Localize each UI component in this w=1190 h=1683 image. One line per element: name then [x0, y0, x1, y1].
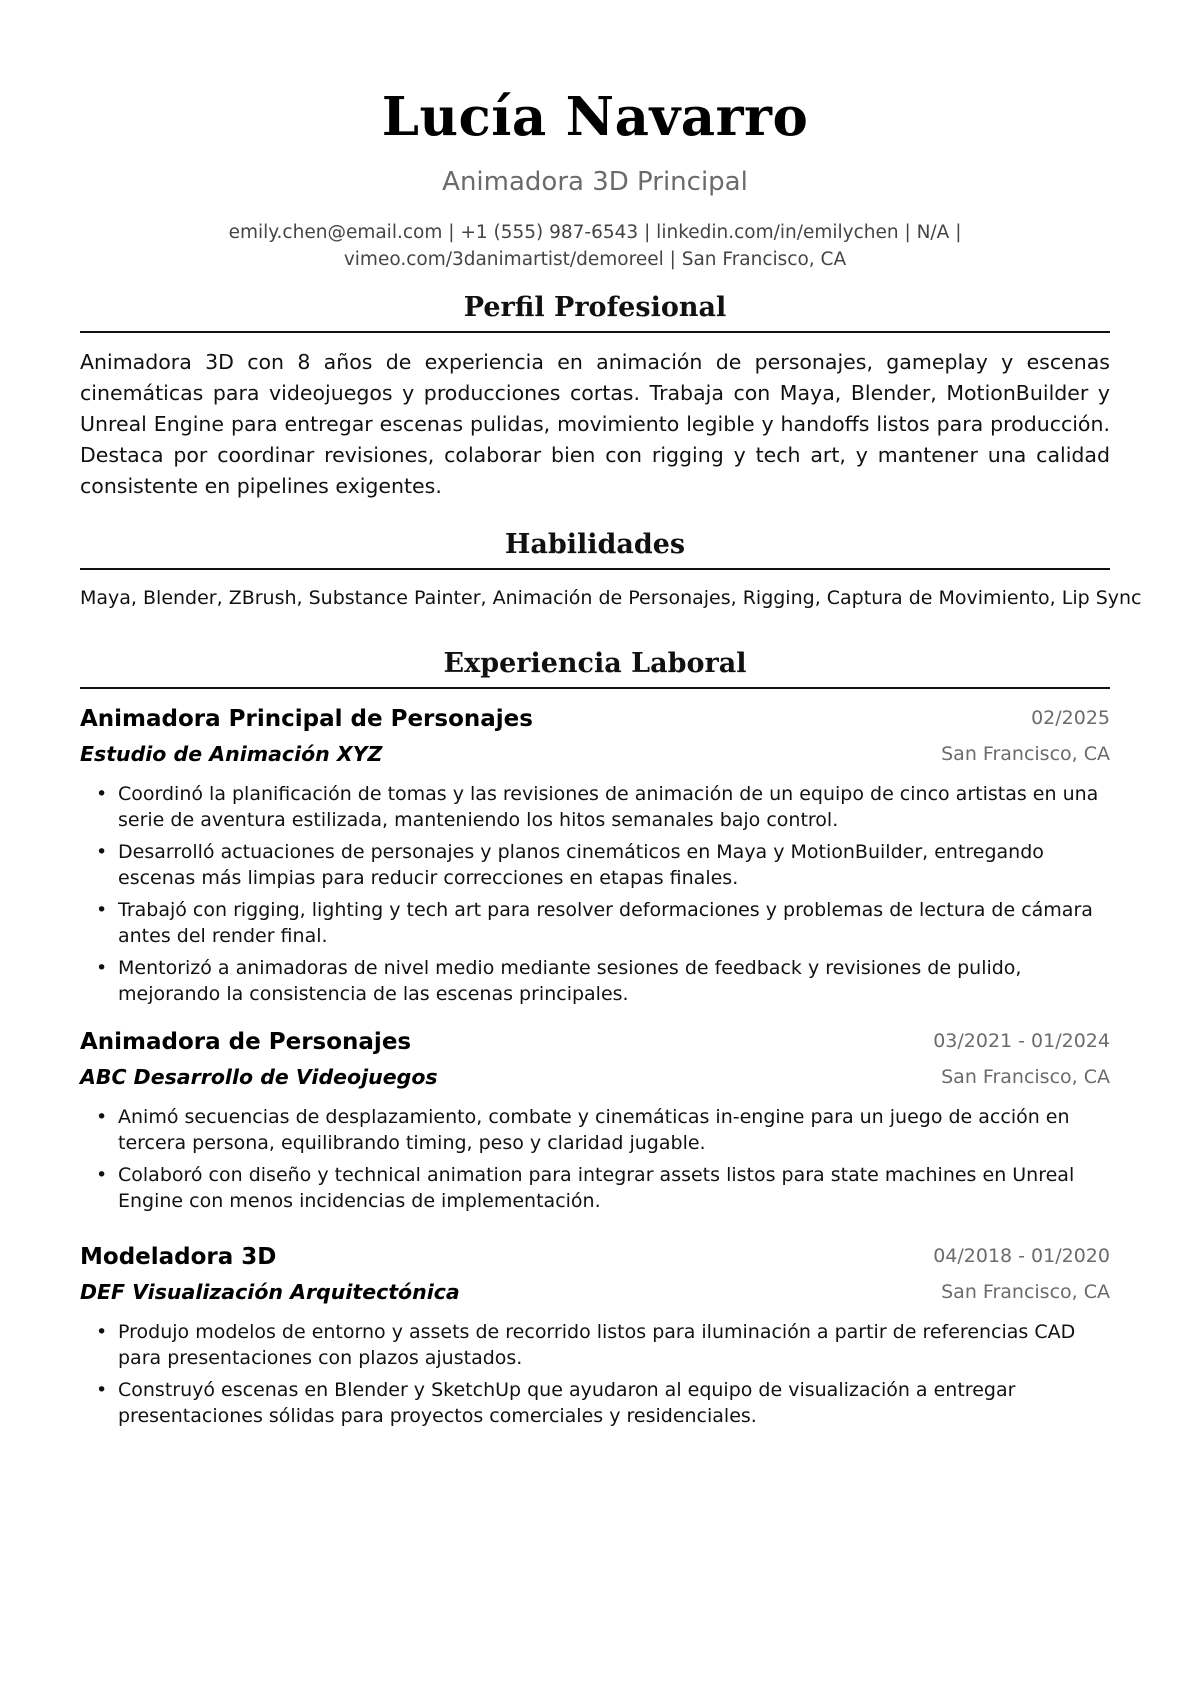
experience-section-title: Experiencia Laboral: [443, 648, 747, 679]
company-name: ABC Desarrollo de Videojuegos: [80, 1065, 438, 1089]
contact-line-2: vimeo.com/3danimartist/demoreel | San Francisco, CA: [343, 249, 847, 270]
job-date: 04/2018 - 01/2020: [933, 1245, 1110, 1267]
bullet-icon: •: [96, 1164, 108, 1186]
job-location: San Francisco, CA: [941, 743, 1110, 765]
skills-divider: [80, 568, 1110, 570]
job-location: San Francisco, CA: [941, 1281, 1110, 1303]
job-entry: [80, 1239, 1110, 1435]
bullet-text: Desarrolló actuaciones de personajes y planos cinemáticos en Maya y MotionBuilder, entregando escenas más limpias para reducir correcciones en etapas finales.: [118, 841, 1044, 889]
bullet-item: [96, 781, 1110, 833]
profile-section-title: Perfil Profesional: [463, 292, 727, 323]
bullet-item: [96, 897, 1110, 949]
bullet-text: Trabajó con rigging, lighting y tech art para resolver deformaciones y problemas de lectura de cámara antes del render final.: [118, 899, 1093, 947]
job-subheader: [80, 1275, 1110, 1311]
job-date: 03/2021 - 01/2024: [933, 1030, 1110, 1052]
job-title: Modeladora 3D: [80, 1244, 277, 1270]
job-subheader: [80, 1060, 1110, 1096]
bullet-icon: •: [96, 1379, 108, 1401]
job-date: 02/2025: [1031, 707, 1110, 729]
profile-summary: Animadora 3D con 8 años de experiencia en animación de personajes, gameplay y escenas cinemáticas para videojuegos y producciones cortas. Trabaja con Maya, Blender, MotionBuilder y Unreal Engine para entregar escenas pulidas, movimiento legible y handoffs listos para producción. Destaca por coordinar revisiones, colaborar bien con rigging y tech art, y mantener una calidad consistente en pipelines exigentes.: [80, 350, 1110, 498]
job-subheader: [80, 737, 1110, 773]
bullet-item: [96, 1104, 1110, 1156]
job-header: [80, 1024, 1110, 1060]
bullet-text: Mentorizó a animadoras de nivel medio mediante sesiones de feedback y revisiones de pulido, mejorando la consistencia de las escenas principales.: [118, 957, 1022, 1005]
candidate-name: Lucía Navarro: [381, 86, 809, 148]
job-header: [80, 701, 1110, 737]
job-header: [80, 1239, 1110, 1275]
bullet-icon: •: [96, 841, 108, 863]
job-title: Animadora Principal de Personajes: [80, 706, 533, 732]
job-title: Animadora de Personajes: [80, 1029, 412, 1055]
contact-line-1: emily.chen@email.com | +1 (555) 987-6543 | linkedin.com/in/emilychen | N/A |: [228, 222, 962, 243]
bullet-icon: •: [96, 1321, 108, 1343]
bullet-icon: •: [96, 1106, 108, 1128]
skills-section-title: Habilidades: [504, 529, 686, 560]
bullet-text: Coordinó la planificación de tomas y las revisiones de animación de un equipo de cinco artistas en una serie de aventura estilizada, manteniendo los hitos semanales bajo control.: [118, 783, 1099, 831]
bullet-icon: •: [96, 783, 108, 805]
job-bullets: [80, 781, 1110, 1007]
job-entry: [80, 1024, 1110, 1220]
bullet-item: [96, 839, 1110, 891]
bullet-item: [96, 1377, 1110, 1429]
bullet-text: Animó secuencias de desplazamiento, combate y cinemáticas in-engine para un juego de acción en tercera persona, equilibrando timing, peso y claridad jugable.: [118, 1106, 1070, 1154]
bullet-text: Produjo modelos de entorno y assets de recorrido listos para iluminación a partir de referencias CAD para presentaciones con plazos ajustados.: [118, 1321, 1076, 1369]
bullet-icon: •: [96, 957, 108, 979]
bullet-icon: •: [96, 899, 108, 921]
profile-divider: [80, 331, 1110, 333]
bullet-text: Construyó escenas en Blender y SketchUp que ayudaron al equipo de visualización a entregar presentaciones sólidas para proyectos comerciales y residenciales.: [118, 1379, 1016, 1427]
bullet-item: [96, 955, 1110, 1007]
bullet-text: Colaboró con diseño y technical animation para integrar assets listos para state machines en Unreal Engine con menos incidencias de implementación.: [118, 1164, 1075, 1212]
job-location: San Francisco, CA: [941, 1066, 1110, 1088]
company-name: DEF Visualización Arquitectónica: [80, 1280, 460, 1304]
skills-list: Maya, Blender, ZBrush, Substance Painter, Animación de Personajes, Rigging, Captura de Movimiento, Lip Sync: [80, 587, 1142, 609]
job-bullets: [80, 1104, 1110, 1214]
experience-divider: [80, 687, 1110, 689]
bullet-item: [96, 1319, 1110, 1371]
company-name: Estudio de Animación XYZ: [80, 742, 383, 766]
contact-info: [80, 219, 1110, 273]
candidate-role: Animadora 3D Principal: [442, 167, 748, 197]
job-entry: [80, 701, 1110, 1013]
bullet-item: [96, 1162, 1110, 1214]
job-bullets: [80, 1319, 1110, 1429]
